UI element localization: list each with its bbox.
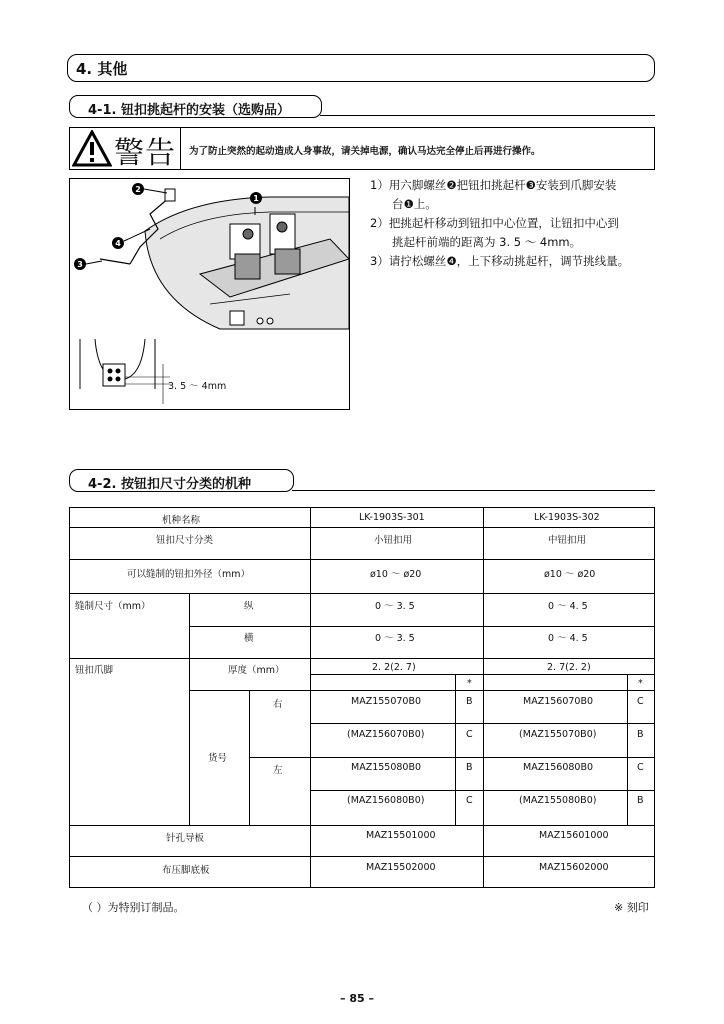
cell-part-301: (MAZ156080B0): [347, 795, 425, 806]
table-hline: [69, 559, 655, 560]
cell-vertical-label: 纵: [244, 601, 254, 612]
cell-marking-header-302: *: [638, 678, 643, 689]
cell-mark-302: C: [637, 696, 644, 707]
cell-thickness-301: 2. 2(2. 7): [372, 662, 416, 673]
cell-part-302: (MAZ155080B0): [519, 795, 597, 806]
cell-horizontal-label: 横: [244, 633, 254, 644]
cell-mark-301: C: [466, 795, 473, 806]
subsection-2-title: 4-2. 按钮扣尺寸分类的机种: [88, 477, 251, 492]
cell-model-label: 机种名称: [162, 515, 201, 526]
table-hline: [69, 527, 655, 528]
step-1-line-1: 1）用六脚螺丝❷把钮扣挑起杆❸安装到爪脚安装: [370, 178, 617, 192]
table-vline: [483, 507, 484, 888]
step-3-line-1: 3）请拧松螺丝❹，上下移动挑起杆，调节挑线量。: [370, 254, 630, 268]
cell-diameter-label: 可以缝制的钮扣外径（mm）: [127, 569, 251, 580]
section-title: 4. 其他: [76, 60, 128, 78]
cell-left-label: 左: [273, 765, 283, 776]
cell-part-301: (MAZ156070B0): [347, 729, 425, 740]
cell-vertical-301: 0 ～ 3. 5: [375, 601, 415, 612]
table-hline: [69, 593, 655, 594]
table-hline: [189, 626, 655, 627]
table-vline: [455, 674, 456, 825]
cell-cloth-label: 布压脚底板: [162, 865, 210, 876]
table-hline: [310, 790, 655, 791]
cell-cloth-301: MAZ15502000: [366, 862, 436, 873]
table-vline: [189, 593, 190, 825]
callout-1-label: 1: [253, 194, 259, 203]
instruction-steps: [370, 176, 660, 271]
cell-horizontal-301: 0 ～ 3. 5: [375, 633, 415, 644]
table-hline: [249, 757, 655, 758]
cell-marking-header-301: *: [467, 678, 472, 689]
step-2-line-2: 挑起杆前端的距离为 3. 5 ～ 4mm。: [392, 235, 582, 249]
cell-mark-301: B: [466, 696, 473, 707]
cell-size-class-label: 钮扣尺寸分类: [156, 535, 214, 546]
cell-needle-301: MAZ15501000: [366, 830, 436, 841]
cell-mark-301: C: [466, 729, 473, 740]
subsection-rule: [320, 115, 655, 116]
cell-thickness-302: 2. 7(2. 2): [547, 662, 591, 673]
cell-sew-label: 缝制尺寸（mm）: [75, 601, 151, 612]
cell-part-301: MAZ155080B0: [351, 762, 422, 773]
table-hline: [310, 723, 655, 724]
warning-message: 为了防止突然的起动造成人身事故，请关掉电源，确认马达完全停止后再进行操作。: [189, 146, 541, 157]
callout-4-label: 4: [115, 239, 121, 248]
cell-mark-302: C: [637, 762, 644, 773]
table-hline: [69, 658, 655, 659]
subsection-2-rule: [292, 490, 655, 491]
page-number: – 85 –: [340, 992, 374, 1005]
subsection-title: 4-1. 钮扣挑起杆的安装（选购品）: [88, 103, 290, 118]
cell-part-label: 货号: [208, 753, 228, 764]
cell-diameter-302: ø10 ～ ø20: [544, 569, 596, 580]
cell-size-302: 中钮扣用: [548, 535, 587, 546]
footnote: （ ）为特别订制品。: [82, 901, 185, 914]
cell-right-label: 右: [273, 699, 283, 710]
cell-needle-302: MAZ15601000: [539, 830, 609, 841]
cell-mark-301: B: [466, 762, 473, 773]
step-2-line-1: 2）把挑起杆移动到钮扣中心位置，让钮扣中心到: [370, 216, 619, 230]
footnote-marking: ※ 刻印: [614, 901, 649, 914]
step-1-line-2: 台❶上。: [392, 197, 437, 211]
cell-part-301: MAZ155070B0: [351, 696, 422, 707]
dimension-label: 3. 5 ～ 4mm: [168, 381, 227, 392]
cell-part-302: MAZ156080B0: [523, 762, 594, 773]
table-hline: [310, 674, 655, 675]
section-header-box: [67, 54, 655, 82]
warning-triangle-icon: [72, 130, 112, 167]
cell-diameter-301: ø10 ～ ø20: [370, 569, 422, 580]
cell-model-301: LK-1903S-301: [359, 512, 425, 523]
cell-horizontal-302: 0 ～ 4. 5: [548, 633, 588, 644]
cell-part-302: (MAZ155070B0): [519, 729, 597, 740]
table-hline: [69, 856, 655, 857]
warning-word: 警告: [114, 136, 176, 171]
cell-vertical-302: 0 ～ 4. 5: [548, 601, 588, 612]
cell-mark-302: B: [637, 729, 644, 740]
cell-mark-302: B: [637, 795, 644, 806]
cell-needle-label: 针孔导板: [166, 833, 205, 844]
cell-model-302: LK-1903S-302: [534, 512, 600, 523]
table-hline: [189, 690, 655, 691]
table-vline: [310, 507, 311, 888]
cell-cloth-302: MAZ15602000: [539, 862, 609, 873]
cell-size-301: 小钮扣用: [374, 535, 413, 546]
cell-thickness-label: 厚度（mm）: [228, 665, 285, 676]
callout-2-label: 2: [135, 185, 141, 194]
cell-clamp-label: 钮扣爪脚: [75, 665, 114, 676]
table-hline: [69, 825, 655, 826]
button-lifter-illustration: [70, 179, 349, 409]
callout-3-label: 3: [77, 260, 83, 269]
table-vline: [627, 674, 628, 825]
cell-part-302: MAZ156070B0: [523, 696, 594, 707]
